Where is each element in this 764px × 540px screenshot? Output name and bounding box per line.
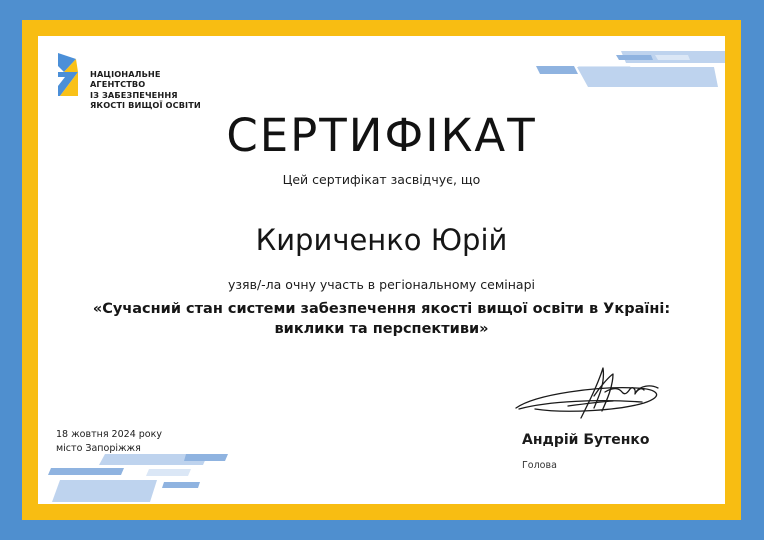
agency-logo-icon bbox=[58, 53, 78, 96]
issue-place: місто Запоріжжя bbox=[56, 443, 141, 454]
agency-name bbox=[90, 69, 200, 111]
certificate-sheet bbox=[38, 36, 725, 504]
seminar-title-line-2: виклики та перспективи» bbox=[274, 321, 489, 337]
signer-name: Андрій Бутенко bbox=[522, 432, 650, 448]
top-stripe-6 bbox=[655, 55, 690, 60]
top-stripe-4 bbox=[577, 67, 718, 87]
recipient-name: Кириченко Юрій bbox=[255, 223, 508, 257]
certificate-subtitle: Цей сертифікат засвідчує, що bbox=[282, 172, 481, 187]
bottom-stripe-5 bbox=[52, 480, 157, 502]
signer-role: Голова bbox=[522, 460, 557, 471]
bottom-stripe-2 bbox=[184, 454, 228, 461]
certificate-title: СЕРТИФІКАТ bbox=[226, 109, 537, 162]
seminar-title-line-1: «Сучасний стан системи забезпечення якості вищої освіти в Україні: bbox=[92, 301, 671, 317]
bottom-stripe-6 bbox=[162, 482, 200, 488]
agency-name-line-1: НАЦІОНАЛЬНЕ bbox=[90, 69, 161, 79]
top-stripe-5 bbox=[616, 55, 653, 60]
bottom-stripe-4 bbox=[146, 469, 191, 476]
top-stripe-2 bbox=[536, 66, 578, 74]
agency-name-line-2: АГЕНТСТВО bbox=[90, 79, 146, 90]
agency-name-line-4: ЯКОСТІ ВИЩОЇ ОСВІТИ bbox=[90, 100, 201, 111]
seminar-title bbox=[38, 299, 725, 339]
issue-date: 18 жовтня 2024 року bbox=[56, 429, 162, 440]
agency-name-line-3: ІЗ ЗАБЕЗПЕЧЕННЯ bbox=[90, 89, 178, 100]
signature-icon bbox=[516, 368, 658, 418]
bottom-stripe-3 bbox=[48, 468, 124, 475]
participation-text: узяв/-ла очну участь в регіональному семінарі bbox=[228, 277, 535, 292]
